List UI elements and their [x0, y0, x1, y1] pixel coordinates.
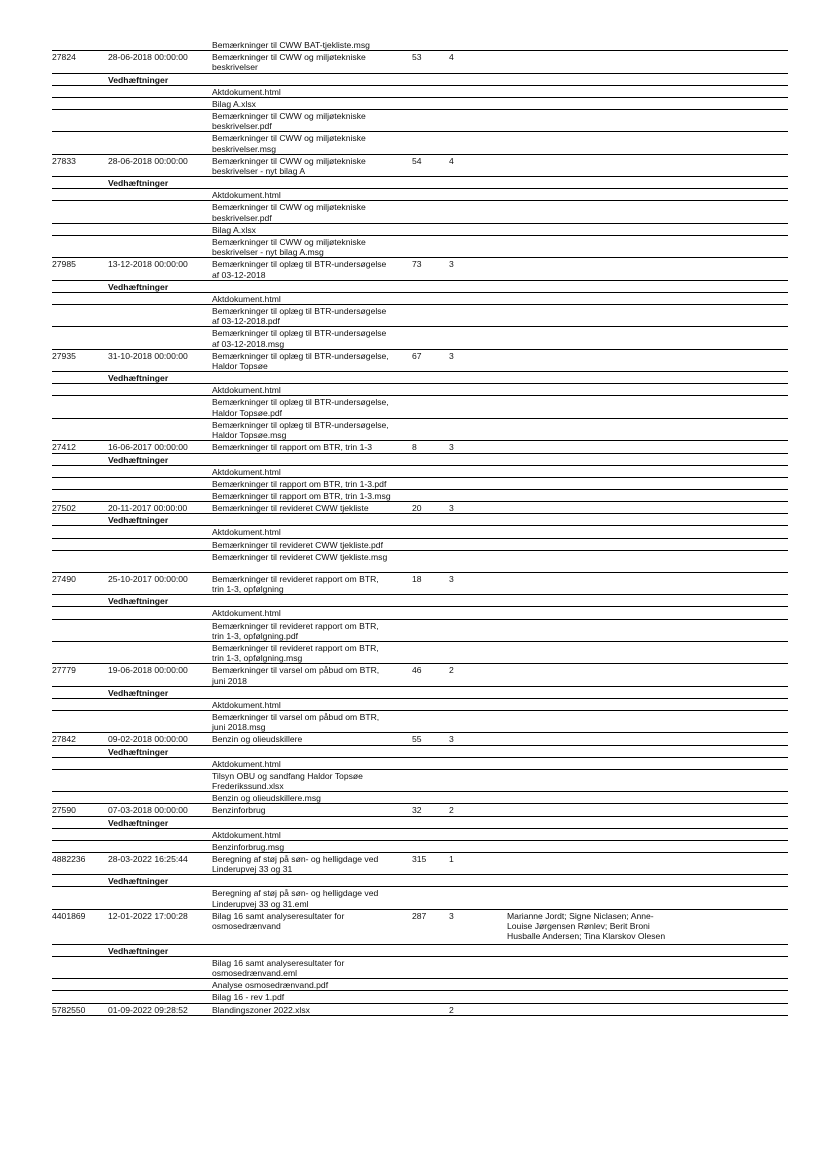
- document-id: 27502: [52, 503, 76, 514]
- document-title: Blandingszoner 2022.xlsx: [212, 1004, 310, 1015]
- attachments-header-row: [52, 875, 788, 887]
- attachment-row: [52, 490, 788, 502]
- document-id: 4882236: [52, 853, 86, 864]
- attachment-row: [52, 327, 788, 349]
- document-title: Bemærkninger til rapport om BTR, trin 1-3: [212, 442, 372, 453]
- document-date: 28-06-2018 00:00:00: [108, 155, 188, 166]
- attachment-row: [52, 957, 788, 979]
- attachment-filename[interactable]: Aktdokument.html: [212, 758, 281, 769]
- attachment-row: [52, 132, 788, 154]
- attachments-header-row: [52, 514, 788, 526]
- attachment-filename[interactable]: Bemærkninger til revideret CWW tjekliste.msg: [212, 551, 388, 562]
- document-id: 27824: [52, 52, 76, 63]
- document-id: 5782550: [52, 1004, 86, 1015]
- attachment-row: [52, 620, 788, 642]
- document-pages: 4: [449, 52, 454, 63]
- attachments-header-row: [52, 595, 788, 607]
- attachments-heading: Vedhæftninger: [108, 178, 169, 189]
- attachment-filename[interactable]: Benzinforbrug.msg: [212, 841, 285, 852]
- attachments-header-row: [52, 74, 788, 86]
- document-pages: 4: [449, 155, 454, 166]
- document-title: Bilag 16 samt analyseresultater for osmosedrænvand: [212, 910, 345, 931]
- document-id: 27985: [52, 259, 76, 270]
- document-date: 31-10-2018 00:00:00: [108, 350, 188, 361]
- document-row: [52, 853, 788, 875]
- attachment-filename[interactable]: Aktdokument.html: [212, 293, 281, 304]
- attachments-header-row: [52, 746, 788, 758]
- attachment-row: [52, 699, 788, 711]
- document-recipients: Marianne Jordt; Signe Niclasen; Anne-Louise Jørgensen Rønlev; Berit Broni Husballe Andersen; Tina Klarskov Olesen: [507, 910, 666, 942]
- attachment-row: [52, 991, 788, 1003]
- attachment-filename[interactable]: Bilag 16 samt analyseresultater for osmosedrænvand.eml: [212, 957, 345, 979]
- attachment-row: [52, 466, 788, 478]
- document-pages: 2: [449, 665, 454, 676]
- attachments-heading: Vedhæftninger: [108, 454, 169, 465]
- document-title: Bemærkninger til oplæg til BTR-undersøgelse, Haldor Topsøe: [212, 350, 389, 372]
- attachments-header-row: [52, 945, 788, 957]
- document-row: [52, 51, 788, 73]
- attachments-header-row: [52, 817, 788, 829]
- attachment-filename[interactable]: Aktdokument.html: [212, 829, 281, 840]
- attachment-filename[interactable]: Bemærkninger til revideret rapport om BTR, trin 1-3, opfølgning.msg: [212, 642, 379, 664]
- attachment-row: [52, 887, 788, 909]
- document-number: 32: [412, 805, 422, 816]
- document-title: Bemærkninger til varsel om påbud om BTR, juni 2018: [212, 665, 380, 686]
- attachment-row: [52, 526, 788, 538]
- attachment-filename[interactable]: Bemærkninger til rapport om BTR, trin 1-3.pdf: [212, 478, 387, 489]
- attachment-row: [52, 419, 788, 441]
- document-row: [52, 573, 788, 595]
- attachments-heading: Vedhæftninger: [108, 876, 169, 887]
- document-number: 18: [412, 573, 422, 584]
- document-pages: 3: [449, 734, 454, 745]
- document-pages: 3: [449, 573, 454, 584]
- document-number: 67: [412, 350, 422, 361]
- document-table: [52, 39, 788, 1016]
- attachment-row: [52, 384, 788, 396]
- document-pages: 3: [449, 910, 454, 921]
- attachment-row: [52, 642, 788, 664]
- document-title: Bemærkninger til CWW og miljøtekniske beskrivelser: [212, 52, 366, 73]
- attachment-row: [52, 110, 788, 132]
- attachment-row: [52, 201, 788, 223]
- document-pages: 3: [449, 442, 454, 453]
- attachment-filename[interactable]: Aktdokument.html: [212, 527, 281, 538]
- document-number: 287: [412, 910, 427, 921]
- attachment-filename[interactable]: Bemærkninger til oplæg til BTR-undersøgelse af 03-12-2018.pdf: [212, 306, 387, 327]
- document-pages: 3: [449, 503, 454, 514]
- document-id: 4401869: [52, 910, 86, 921]
- document-number: 315: [412, 853, 427, 864]
- attachments-heading: Vedhæftninger: [108, 515, 169, 526]
- attachment-filename[interactable]: Aktdokument.html: [212, 608, 281, 619]
- document-row: [52, 441, 788, 453]
- document-number: 20: [412, 503, 422, 514]
- attachment-row: [52, 396, 788, 418]
- document-pages: 2: [449, 805, 454, 816]
- document-pages: 1: [449, 853, 454, 864]
- attachment-row: [52, 792, 788, 804]
- attachments-heading: Vedhæftninger: [108, 596, 169, 607]
- document-date: 13-12-2018 00:00:00: [108, 259, 188, 270]
- document-number: 54: [412, 155, 422, 166]
- attachments-heading: Vedhæftninger: [108, 687, 169, 698]
- attachment-filename[interactable]: Bemærkninger til CWW BAT-tjekliste.msg: [212, 40, 370, 50]
- attachment-filename[interactable]: Bemærkninger til CWW og miljøtekniske beskrivelser.msg: [212, 133, 366, 154]
- attachment-row: [52, 979, 788, 991]
- attachment-row: [52, 478, 788, 490]
- attachments-heading: Vedhæftninger: [108, 817, 169, 828]
- document-number: 46: [412, 665, 422, 676]
- attachment-filename[interactable]: Tilsyn OBU og sandfang Haldor Topsøe Frederikssund.xlsx: [212, 770, 363, 791]
- document-number: 55: [412, 734, 422, 745]
- attachments-heading: Vedhæftninger: [108, 746, 169, 757]
- attachment-filename[interactable]: Bemærkninger til CWW og miljøtekniske beskrivelser.pdf: [212, 202, 366, 223]
- attachment-row: [52, 829, 788, 841]
- attachment-filename[interactable]: Aktdokument.html: [212, 385, 281, 396]
- attachment-row: [52, 539, 788, 551]
- document-date: 01-09-2022 09:28:52: [108, 1004, 188, 1015]
- document-row: [52, 664, 788, 686]
- document-title: Beregning af støj på søn- og helligdage ved Linderupvej 33 og 31: [212, 853, 379, 875]
- attachment-row: [52, 305, 788, 327]
- attachment-filename[interactable]: Bemærkninger til oplæg til BTR-undersøgelse af 03-12-2018.msg: [212, 328, 387, 349]
- attachment-filename[interactable]: Aktdokument.html: [212, 86, 281, 97]
- document-id: 27779: [52, 665, 76, 676]
- document-pages: 3: [449, 259, 454, 270]
- document-pages: 2: [449, 1004, 454, 1015]
- attachment-filename[interactable]: Analyse osmosedrænvand.pdf: [212, 980, 329, 991]
- attachment-filename[interactable]: Aktdokument.html: [212, 190, 281, 201]
- attachment-filename[interactable]: Bemærkninger til oplæg til BTR-undersøgelse, Haldor Topsøe.msg: [212, 419, 389, 441]
- document-title: Benzinforbrug: [212, 805, 266, 816]
- attachment-filename[interactable]: Benzin og olieudskillere.msg: [212, 793, 321, 804]
- document-title: Bemærkninger til revideret rapport om BTR, trin 1-3, opfølgning: [212, 573, 379, 595]
- attachment-filename[interactable]: Bilag A.xlsx: [212, 224, 256, 235]
- document-row: [52, 910, 788, 945]
- document-date: 12-01-2022 17:00:28: [108, 910, 188, 921]
- document-row: [52, 804, 788, 816]
- document-date: 16-06-2017 00:00:00: [108, 442, 188, 453]
- document-row: [52, 350, 788, 372]
- document-pages: 3: [449, 350, 454, 361]
- attachment-filename[interactable]: Beregning af støj på søn- og helligdage ved Linderupvej 33 og 31.eml: [212, 888, 379, 909]
- document-row: [52, 1004, 788, 1016]
- document-row: [52, 155, 788, 177]
- document-id: 27833: [52, 155, 76, 166]
- document-number: 53: [412, 52, 422, 63]
- attachment-filename[interactable]: Aktdokument.html: [212, 466, 281, 477]
- document-date: 25-10-2017 00:00:00: [108, 573, 188, 584]
- attachment-row: [52, 86, 788, 98]
- document-id: 27842: [52, 734, 76, 745]
- attachments-heading: Vedhæftninger: [108, 945, 169, 956]
- attachment-row: [52, 98, 788, 110]
- document-date: 09-02-2018 00:00:00: [108, 734, 188, 745]
- attachment-row: [52, 551, 788, 573]
- document-date: 28-06-2018 00:00:00: [108, 52, 188, 63]
- attachments-header-row: [52, 372, 788, 384]
- attachment-row: [52, 189, 788, 201]
- document-row: [52, 502, 788, 514]
- attachment-filename[interactable]: Bemærkninger til CWW og miljøtekniske beskrivelser - nyt bilag A.msg: [212, 237, 366, 258]
- attachment-row: [52, 236, 788, 258]
- attachment-filename[interactable]: Bilag A.xlsx: [212, 98, 256, 109]
- document-number: 8: [412, 442, 417, 453]
- document-id: 27412: [52, 442, 76, 453]
- attachments-heading: Vedhæftninger: [108, 373, 169, 384]
- attachment-filename[interactable]: Aktdokument.html: [212, 699, 281, 710]
- attachment-row: [52, 841, 788, 853]
- attachment-filename[interactable]: Bemærkninger til rapport om BTR, trin 1-3.msg: [212, 490, 391, 501]
- document-row: [52, 733, 788, 745]
- document-date: 07-03-2018 00:00:00: [108, 805, 188, 816]
- attachments-heading: Vedhæftninger: [108, 74, 169, 85]
- document-number: 73: [412, 259, 422, 270]
- attachment-filename[interactable]: Bemærkninger til CWW og miljøtekniske beskrivelser.pdf: [212, 111, 366, 132]
- attachments-header-row: [52, 281, 788, 293]
- document-date: 28-03-2022 16:25:44: [108, 853, 188, 864]
- attachment-row: [52, 293, 788, 305]
- attachment-row: [52, 770, 788, 792]
- attachment-filename[interactable]: Bemærkninger til oplæg til BTR-undersøgelse, Haldor Topsøe.pdf: [212, 397, 389, 418]
- attachments-heading: Vedhæftninger: [108, 281, 169, 292]
- attachments-header-row: [52, 454, 788, 466]
- document-title: Bemærkninger til oplæg til BTR-undersøgelse af 03-12-2018: [212, 259, 387, 280]
- document-title: Benzin og olieudskillere: [212, 734, 303, 745]
- document-title: Bemærkninger til CWW og miljøtekniske beskrivelser - nyt bilag A: [212, 155, 366, 177]
- document-row: [52, 258, 788, 280]
- attachment-filename[interactable]: Bemærkninger til revideret CWW tjekliste.pdf: [212, 539, 383, 550]
- document-title: Bemærkninger til revideret CWW tjekliste: [212, 503, 369, 514]
- document-id: 27590: [52, 805, 76, 816]
- attachments-header-row: [52, 687, 788, 699]
- attachment-row: [52, 607, 788, 619]
- attachment-row: [52, 39, 788, 51]
- attachment-filename[interactable]: Bilag 16 - rev 1.pdf: [212, 992, 285, 1003]
- attachment-row: [52, 224, 788, 236]
- attachment-row: [52, 758, 788, 770]
- document-date: 19-06-2018 00:00:00: [108, 665, 188, 676]
- attachment-row: [52, 711, 788, 733]
- attachment-filename[interactable]: Bemærkninger til revideret rapport om BTR, trin 1-3, opfølgning.pdf: [212, 620, 379, 641]
- document-date: 20-11-2017 00:00:00: [108, 503, 188, 514]
- attachment-filename[interactable]: Bemærkninger til varsel om påbud om BTR, juni 2018.msg: [212, 711, 380, 733]
- attachments-header-row: [52, 177, 788, 189]
- document-id: 27935: [52, 350, 76, 361]
- document-id: 27490: [52, 573, 76, 584]
